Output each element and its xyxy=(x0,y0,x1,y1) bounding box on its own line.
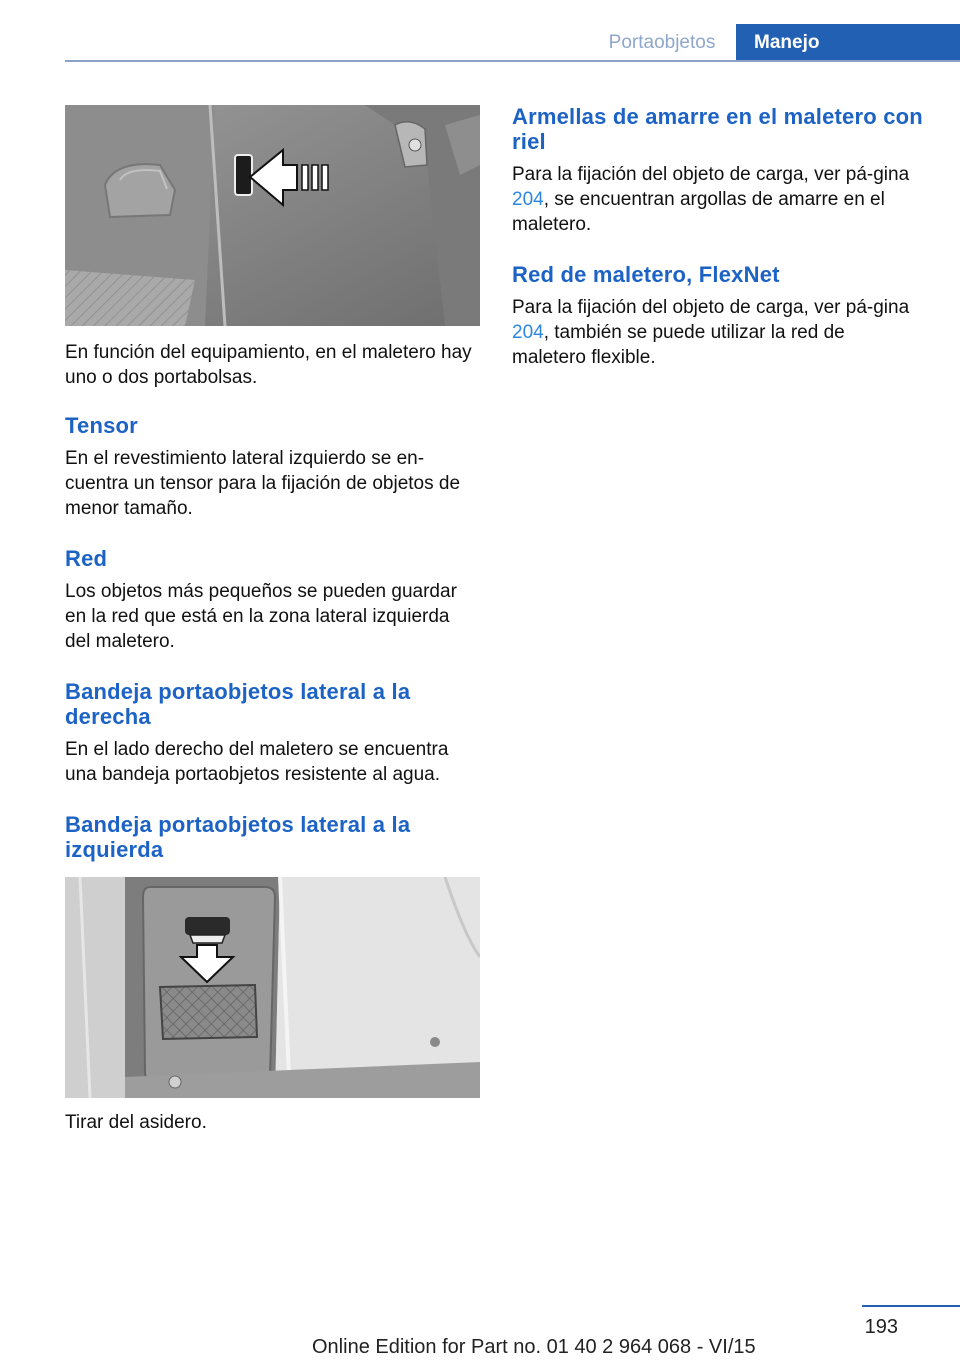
paragraph-bandeja-derecha: En el lado derecho del maletero se encuentra una bandeja portaobjetos resistente al agua. xyxy=(65,739,449,785)
paragraph-tensor: En el revestimiento lateral izquierdo se en‐cuentra un tensor para la fijación de objetos de menor tamaño. xyxy=(65,448,461,519)
page-ref-204-armellas[interactable]: 204 xyxy=(512,189,544,210)
heading-armellas: Armellas de amarre en el maletero con riel xyxy=(512,104,923,154)
left-tray-illustration xyxy=(65,877,480,1098)
flexnet-text-before: Para la fijación del objeto de carga, ver pá‐gina xyxy=(512,297,910,318)
running-header-chapter: Manejo xyxy=(736,24,960,62)
header-rule xyxy=(65,60,960,62)
paragraph-flexnet xyxy=(512,295,912,370)
armellas-text-after: , se encuentran argollas de amarre en el maletero. xyxy=(512,189,885,235)
bag-hook-illustration xyxy=(65,105,480,326)
flexnet-text-after: , también se puede utilizar la red de maletero flexible. xyxy=(512,322,845,368)
paragraph-red: Los objetos más pequeños se pueden guardar en la red que está en la zona lateral izquierda del maletero. xyxy=(65,581,457,652)
heading-bandeja-derecha: Bandeja portaobjetos lateral a la derecha xyxy=(65,679,411,729)
heading-red: Red xyxy=(65,546,108,571)
running-header-section: Portaobjetos xyxy=(608,32,716,53)
figure-bag-hook xyxy=(65,105,480,326)
armellas-text-before: Para la fijación del objeto de carga, ver pá‐gina xyxy=(512,164,910,185)
heading-flexnet: Red de maletero, FlexNet xyxy=(512,262,780,287)
figure-left-tray xyxy=(65,877,480,1098)
page-ref-204-flexnet[interactable]: 204 xyxy=(512,322,544,343)
caption-left-tray: Tirar del asidero. xyxy=(65,1112,207,1133)
heading-bandeja-izquierda: Bandeja portaobjetos lateral a la izquierda xyxy=(65,812,411,862)
heading-tensor: Tensor xyxy=(65,413,138,438)
caption-bag-hook: En función del equipamiento, en el maletero hay uno o dos portabolsas. xyxy=(65,342,472,388)
page-number: 193 xyxy=(864,1316,898,1338)
edition-footer: Online Edition for Part no. 01 40 2 964 068 - VI/15 xyxy=(312,1336,756,1358)
paragraph-armellas xyxy=(512,162,927,237)
footer-rule xyxy=(862,1305,960,1307)
